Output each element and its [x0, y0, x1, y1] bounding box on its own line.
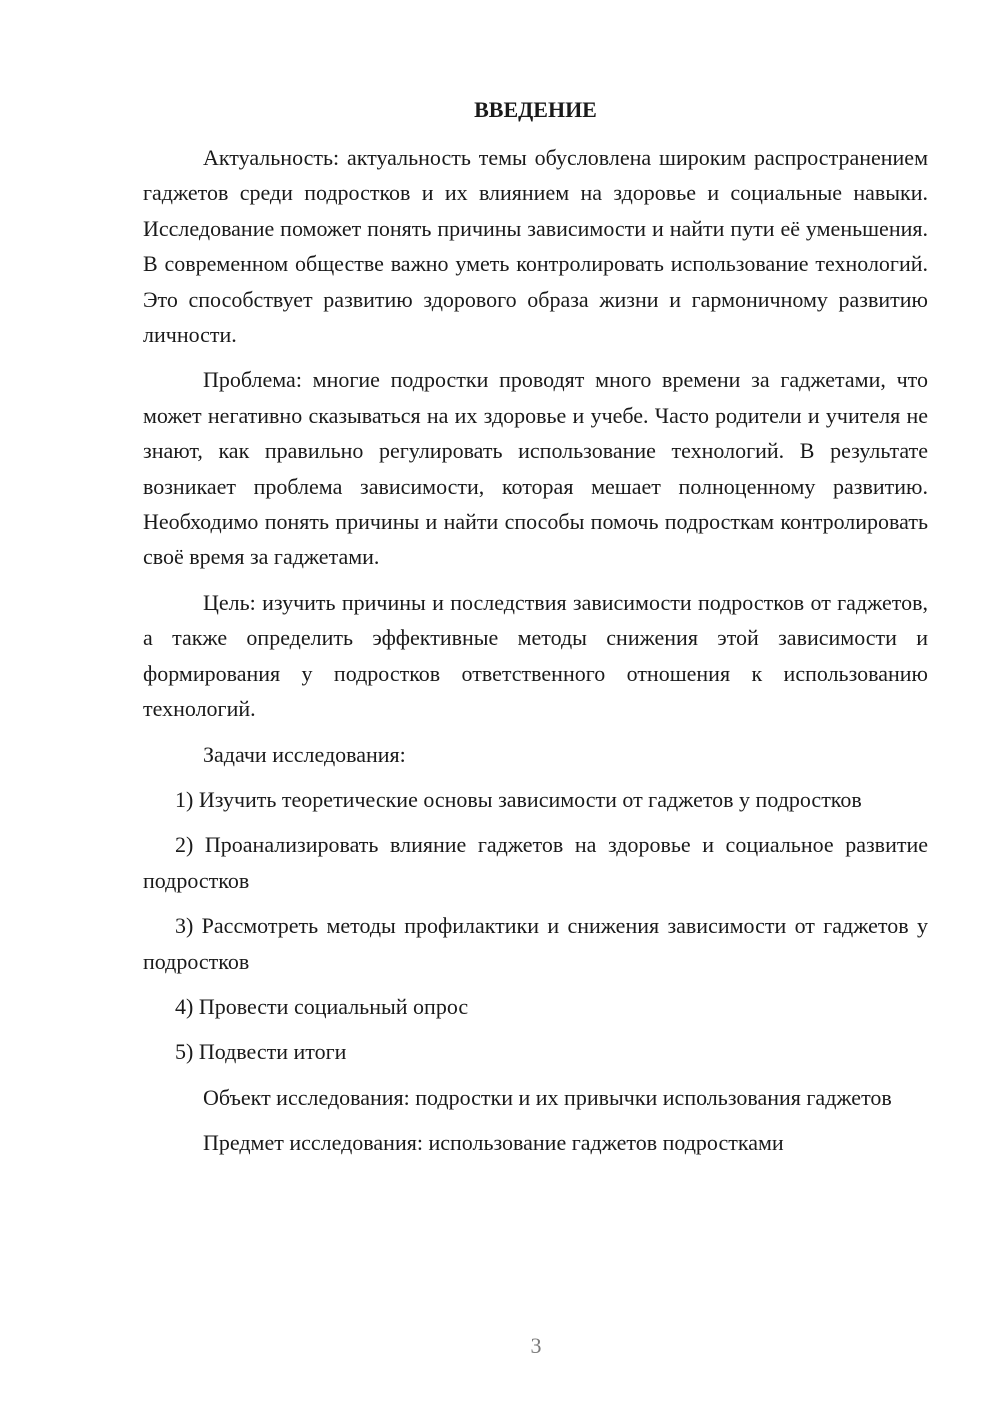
task-item: 5) Подвести итоги: [175, 1039, 347, 1065]
subject-paragraph: Предмет исследования: использование гаджетов подростками: [203, 1130, 784, 1156]
object-paragraph: Объект исследования: подростки и их привычки использования гаджетов: [203, 1084, 892, 1110]
problem-paragraph: Проблема: многие подростки проводят много времени за гаджетами, что может негативно сказываться на их здоровье и учебе. Часто родители и учителя не знают, как правильно регулировать использование технологий. В результате возникает проблема зависимости, которая мешает полноценному развитию. Необходимо понять причины и найти способы помочь подросткам контролировать своё время за гаджетами.: [143, 367, 928, 570]
relevance-paragraph: Актуальность: актуальность темы обусловлена широким распространением гаджетов среди подростков и их влиянием на здоровье и социальные навыки. Исследование поможет понять причины зависимости и найти пути её уменьшения. В современном обществе важно уметь контролировать использование технологий. Это способствует развитию здорового образа жизни и гармоничному развитию личности.: [143, 145, 928, 348]
goal-paragraph: Цель: изучить причины и последствия зависимости подростков от гаджетов, а также определить эффективные методы снижения этой зависимости и формирования у подростков ответственного отношения к использованию технологий.: [143, 589, 928, 722]
tasks-heading: Задачи исследования:: [203, 741, 406, 767]
task-item: 2) Проанализировать влияние гаджетов на здоровье и социальное развитие подростков: [143, 832, 928, 893]
page-number: 3: [530, 1333, 542, 1358]
section-title: ВВЕДЕНИЕ: [474, 97, 597, 122]
task-item: 1) Изучить теоретические основы зависимости от гаджетов у подростков: [175, 786, 862, 812]
task-item: 3) Рассмотреть методы профилактики и снижения зависимости от гаджетов у подростков: [143, 913, 928, 974]
document-page: [143, 92, 928, 1171]
task-item: 4) Провести социальный опрос: [175, 993, 469, 1019]
